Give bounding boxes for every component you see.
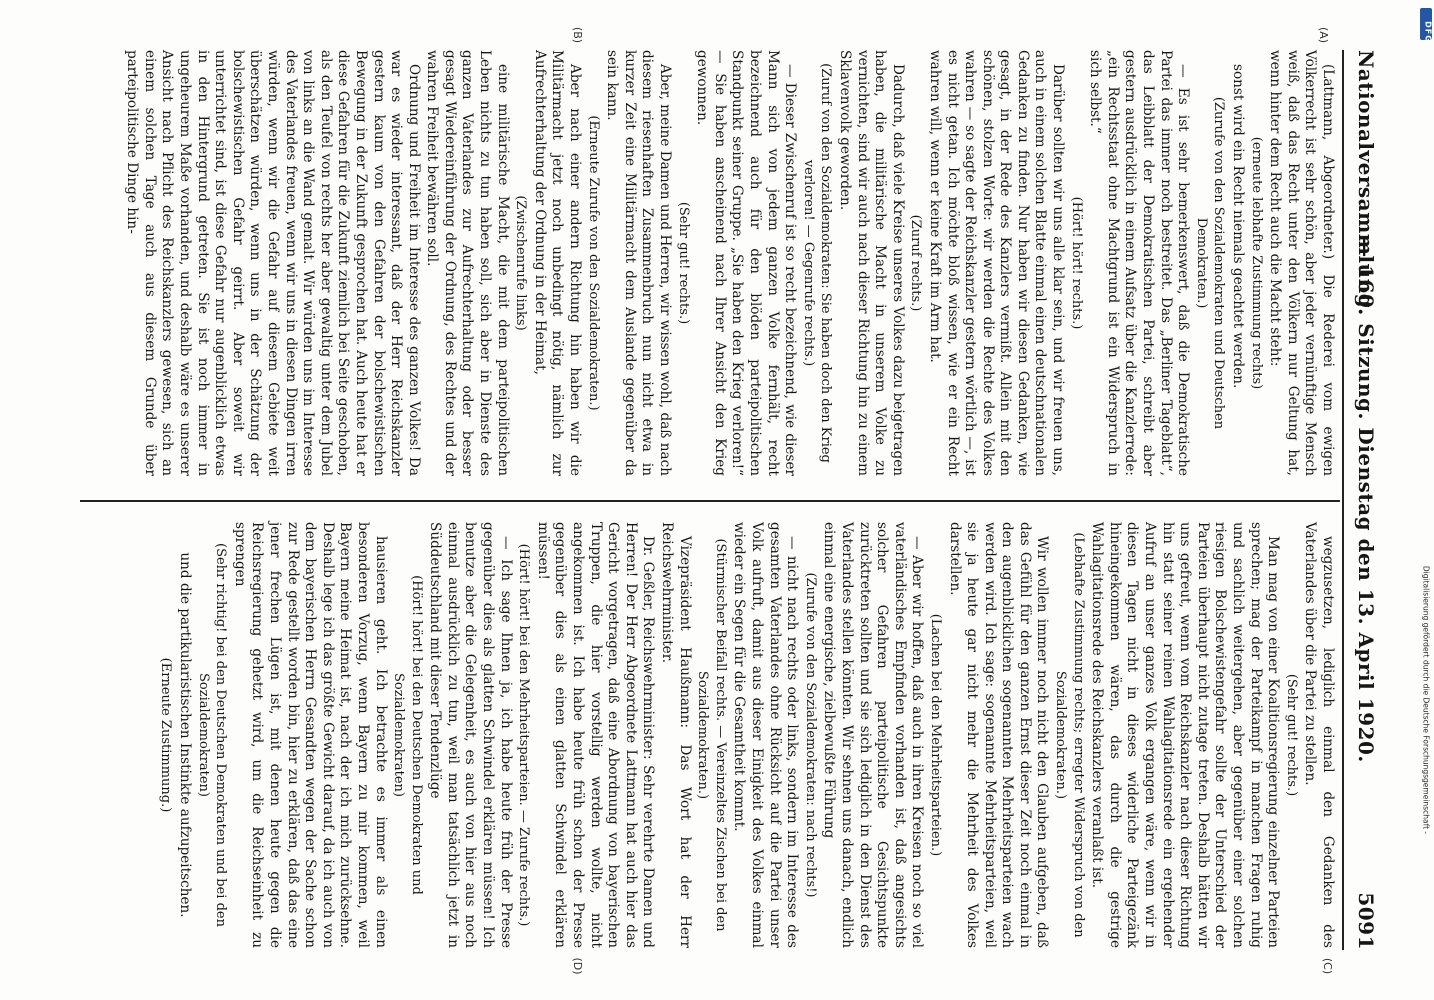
interjection: (Hört! hört! rechts.) xyxy=(1068,196,1084,330)
paragraph: Aber nach einer andern Richtung hin haben wir die Militärmacht jetzt noch unbedingt nötig, nämlich zur Aufrechterhaltung der Ordnung in der Heimat, xyxy=(531,50,584,476)
paragraph: — nicht nach rechts oder links, sondern im Interesse des gesamten Vaterlandes ohne Rücksicht auf die Partei unser Volk aufruft, damit aus dieser Einigkeit des Volkes einmal wieder ein Segen für die Gesamtheit kommt. xyxy=(731,522,801,948)
interjection: (Zurufe von den Sozialdemokraten und Deutschen Demokraten.) xyxy=(1193,96,1227,430)
column-divider xyxy=(80,500,1340,502)
digitization-credit: Digitalisierung gefördert durch die Deutsche Forschungsgemeinschaft - xyxy=(1421,565,1431,835)
paragraph: Aber, meine Damen und Herren, wir wissen wohl, daß nach diesem riesenhaften Zusammenbruch nun nicht etwa in kurzer Zeit eine Militärmacht dem Auslande gegenüber da sein kann. xyxy=(604,50,674,476)
interjection: (Lebhafte Zustimmung rechts; erregter Widerspruch von den Sozialdemokraten.) xyxy=(1053,532,1086,938)
margin-mark-a: (A) xyxy=(1317,26,1330,44)
document-page xyxy=(42,26,1392,975)
margin-mark-c: (C) xyxy=(1321,957,1334,975)
page-number: 5091 xyxy=(1354,892,1378,950)
paragraph: Dadurch, daß viele Kreise unseres Volkes dazu beigetragen haben, die militärische Macht in unserem Volke zu vernichten, sind wir auch nach dieser Richtung hin zu einem Sklavenvolk geworden. xyxy=(836,50,906,476)
interjection: (Erneute Zustimmung.) xyxy=(158,657,174,813)
header-session-date: — 160. Sitzung. Dienstag den 13. April 1920. xyxy=(1354,237,1378,763)
paragraph: Ordnung und Freiheit im Interesse des ganzen Volkes! Da war es wieder interessant, daß der Herr Reichskanzler gestern kaum von den Gefahren der bolschewistischen Bewegung in der Zukunft gesprochen hat. Auch heute hat er diese Gefahren für die Zukunft ziemlich bei Seite geschoben, als den Teufel von rechts her aber gewaltig unter dem Jubel von links an die Wand gemalt. Wir würden uns im Interesse des Vaterlandes freuen, wenn wir uns in diesen Dingen irren würden, wenn wir die Gefahr auf diesem Gebiete weit überschätzen würden, wenn uns in der Schätzung der bolschewistischen Gefahr geirrt. Aber soweit wir unterrichtet sind, ist diese Gefahr nur augenblicklich etwas in den Hintergrund getreten. Sie ist noch immer in ungeheurem Maße vorhanden, und deshalb wäre es unserer Ansicht nach Pflicht des Reichskanzlers gewesen, sich an einem solchen Tage auch aus diesem Grunde über parteipolitische Dinge hin- xyxy=(124,50,422,476)
paragraph: sonst wird ein Recht niemals geachtet werden. xyxy=(1230,64,1247,389)
interjection: (Zuruf rechts.) xyxy=(908,214,924,312)
interjection: (Zurufe von den Sozialdemokraten: nach rechts!) xyxy=(802,572,818,898)
right-column xyxy=(156,522,1336,948)
credit-strip xyxy=(1418,0,1434,1000)
margin-mark-d: (D) xyxy=(571,957,584,975)
interjection: (Zuruf von den Sozialdemokraten: Sie haben doch den Krieg verloren! — Gegenrufe rechts.) xyxy=(800,63,834,463)
interjection: (Lachen bei den Mehrheitsparteien.) xyxy=(927,613,943,857)
interjection: (Sehr gut! rechts.) xyxy=(1283,673,1299,797)
interjection: (Sehr richtig! bei den Deutschen Demokraten und bei den Sozialdemokraten) xyxy=(195,543,229,927)
left-column xyxy=(122,50,1336,476)
paragraph: — Es ist sehr bemerkenswert, daß die Demokratische Partei das immer noch bestreitet. Das „Berliner Tageblatt“, das Leibblatt der Demokratischen Partei, schreibt aber gestern ausdrücklich in einem Aufsatz über die Kanzlerrede: „ein Rechtsstaat ohne Machtgrund ist ein Widerspruch in sich selbst.“ xyxy=(1087,50,1192,476)
paragraph: — Ich sage Ihnen ja, ich habe heute früh der Presse gegenüber dies als glatten Schwindel erklären müssen! Ich benutze aber die Gelegenheit, es auch von hier aus noch einmal ausdrücklich zu tun, weil man tatsächlich jetzt in Süddeutschland mit dieser Tendenzlüge xyxy=(427,522,514,948)
speaker-intro: Vizepräsident Haußmann: Das Wort hat der Herr Reichswehrminister. xyxy=(659,522,693,948)
paragraph: Darüber sollten wir uns alle klar sein, und wir freuen uns, auch in einem solchen Blatte einmal einen deutschnationalen Gedanken zu finden. Nur haben wir diesen Gedanken, wie gesagt, in der Rede des Kanzlers vermißt. Allein mit den schönen, stolzen Worte: wir werden die Rechte des Volkes wahren — so sagte der Reichskanzler gestern wörtlich —, ist es nicht getan. Ich möchte bloß wissen, wie er ein Recht wahren will, wenn er keine Kraft im Arm hat. xyxy=(926,50,1067,476)
paragraph: und die partikularistischen Instinkte aufzupeitschen. xyxy=(177,552,193,918)
paragraph: Wir wollen immer noch nicht den Glauben aufgeben, daß das Gefühl für den ganzen Ernst dieser Zeit noch einmal in den augenblicklichen sogenannten Mehrheitsparteien wach werden wird. Ich sage: sogenannte Mehrheitsparteien, weil sie ja heute gar nicht mehr die Mehrheit des Volkes darstellen. xyxy=(946,522,1051,948)
page-header xyxy=(1342,50,1384,950)
interjection: (Zwischenrufe links) xyxy=(513,195,529,331)
paragraph: hausieren geht. Ich betrachte es immer als einen besonderen Vorzug, wenn Bayern zu mir kommen, weil Bayern meine Heimat ist, nach der ich mich zurücksehne. Deshalb lege ich das größte Gewicht darauf, da ich auch von dem bayerischen Herrn Gesandten wegen der Sache schon zur Rede gestellt worden bin, hier zu erklären, daß das eine jener frechen Lügen ist, mit denen heute gegen die Reichsregierung gehetzt wird, um die Reichseinheit zu sprengen xyxy=(231,522,389,948)
interjection: (Hört! hört! bei den Mehrheitsparteien. — Zurufe rechts.) xyxy=(516,543,532,927)
paragraph: — Aber wir hoffen, daß auch in ihren Kreisen noch so viel vaterländisches Empfinden vorhanden ist, daß angesichts solcher Gefahren parteipolitische Gesichtspunkte zurücktreten sollten und sie sich lediglich in den Dienst des Vaterlandes stellen könnten. Wir sehnen uns danach, endlich einmal eine energische, zielbewußte Führung xyxy=(821,522,926,948)
paragraph: — Dieser Zwischenruf ist so recht bezeichnend, wie dieser Mann sich von jedem ganzen Volke fernhält, recht bezeichnend auch für den blöden parteipolitischen Standpunkt seiner Gruppe. „Sie haben den Krieg verloren!“ — Sie haben anscheinend nach Ihrer Ansicht den Krieg gewonnen. xyxy=(694,50,799,476)
header-assembly-title: Nationalversammlung. xyxy=(1354,50,1378,316)
interjection: (Hört! hört! bei den Deutschen Demokraten und Sozialdemokraten) xyxy=(391,575,424,895)
paragraph: Dr. Geßler, Reichswehrminister: Sehr verehrte Damen und Herren! Der Herr Abgeordnete Lattmann hat auch hier das Gericht vorgetragen, daß eine Abordnung von bayerischen Truppen, die hier vorstellig werden wollte, nicht angekommen ist. Ich habe heute früh schon der Presse gegenüber dies als einen glatten Schwindel erklären müssen! xyxy=(534,522,657,948)
paragraph: wegzusetzen, lediglich einmal den Gedanken des Vaterlandes über die Partei zu stellen. xyxy=(1302,522,1336,948)
dfg-logo xyxy=(1420,8,1433,43)
dfg-logo-text: DFG xyxy=(1423,21,1433,43)
interjection: (erneute lebhafte Zustimmung rechts) xyxy=(1248,136,1264,390)
paragraph: Man mag von einer Koalitionsregierung einzelner Parteien sprechen; mag der Parteikampf in manchen Fragen ruhig und sachlich weitergehen, aber gegenüber einer solchen riesigen Bolschewistengefahr sollte der Unterschied der Parteien überhaupt nicht zutage treten. Deshalb hätten wir uns gefreut, wenn vom Reichskanzler nach dieser Richtung hin statt seiner reinen Wahlagitationsrede ein ergehender Aufruf an unser ganzes Volk ergangen wäre, wenn wir in diesen Tagen nicht in dieses widerliche Parteigezänk hineingekommen wären, das durch die gestrige Wahlagitationsrede des Reichskanzlers veranlaßt ist. xyxy=(1089,522,1282,948)
margin-mark-b: (B) xyxy=(571,26,584,44)
interjection: (Stürmischer Beifall rechts. — Vereinzeltes Zischen bei den Sozialdemokraten.) xyxy=(695,538,728,932)
paragraph: (Lattmann, Abgeordneter.) Die Rederei vom ewigen Völkerrecht ist sehr schön, aber jeder vernünftige Mensch weiß, daß das Recht unter den Völkern nur Geltung hat, wenn hinter dem Recht auch die Macht steht: xyxy=(1267,50,1336,476)
interjection: (Erneute Zurufe von den Sozialdemokraten.) xyxy=(585,115,601,411)
paragraph: eine militärische Macht, die mit dem parteipolitischen Leben nichts zu tun haben soll, sich aber in Dienste des ganzen Vaterlandes zur Aufrechterhaltung oder besser gesagt Wiedereinführung der Ordnung, des Rechtes und der wahren Freiheit bewähren soll. xyxy=(424,50,511,476)
interjection: (Sehr gut! rechts.) xyxy=(675,201,691,325)
